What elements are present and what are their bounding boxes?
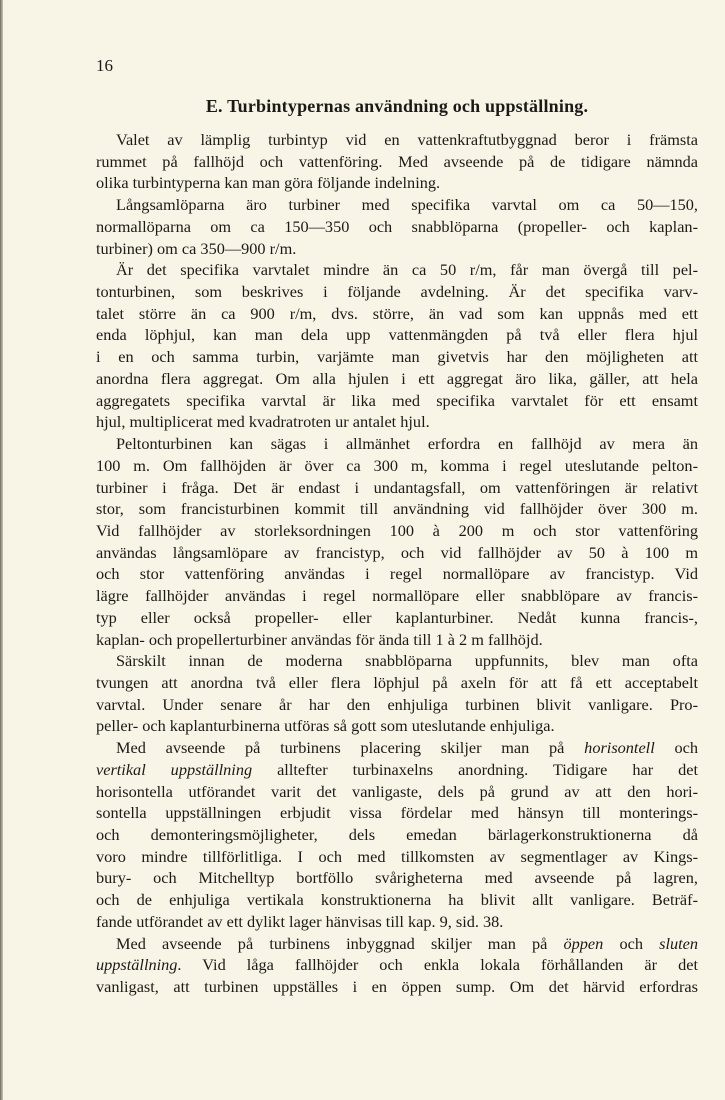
paragraph <box>96 194 698 259</box>
italic-term: sluten <box>659 933 698 953</box>
text-line: talet större än ca 900 r/m, dvs. större, än vad som kan uppnås med ett <box>96 303 698 323</box>
text-line: horisontella utförandet varit det vanligaste, dels på grund av att den hori- <box>96 781 698 801</box>
text-line: och demonteringsmöjligheter, dels emedan bärlagerkonstruktionerna då <box>96 825 698 844</box>
page-edge <box>0 0 3 1100</box>
paragraph <box>96 129 698 194</box>
text-line: typ eller också propeller- eller kaplanturbiner. Nedåt kunna francis-, <box>96 607 698 627</box>
text-line: hjul, multiplicerat med kvadratroten ur antalet hjul. <box>96 412 430 432</box>
italic-term: öppen <box>563 933 604 953</box>
text-line: aggregatets specifika varvtal är lika med specifika varvtalet för ett ensamt <box>96 390 698 410</box>
text-line: Vid fallhöjder av storleksordningen 100 à 200 m och stor vattenföring <box>96 520 698 540</box>
text-line: voro mindre tillförlitliga. I och med tillkomsten av segmentlager av Kings- <box>96 846 698 866</box>
italic-term: uppställning <box>96 955 178 975</box>
text-line: sontella uppställningen erbjudit vissa fördelar med hänsyn till monterings- <box>96 803 698 823</box>
text-line: Valet av lämplig turbintyp vid en vattenkraftutbyggnad beror i främsta <box>116 130 698 149</box>
text-line: användas långsamlöpare av francistyp, och vid fallhöjder av 50 à 100 m <box>96 542 698 562</box>
paragraph <box>96 737 698 932</box>
text-line: turbiner) om ca 350—900 r/m. <box>96 238 297 258</box>
text-line: stor, som francisturbinen kommit till användning vid fallhöjder över 300 m. <box>96 499 698 519</box>
text-line: anordna flera aggregat. Om alla hjulen i ett aggregat äro lika, gäller, att hela <box>96 368 698 388</box>
text-line: olika turbintyperna kan man göra följande indelning. <box>96 173 441 193</box>
text-line: enda löphjul, kan man dela upp vattenmängden på två eller flera hjul <box>96 325 698 345</box>
section-heading: E. Turbintypernas användning och uppställning. <box>205 96 589 116</box>
paragraph <box>96 650 698 737</box>
text-line: i en och samma turbin, varjämte man givetvis har den möjligheten att <box>96 347 698 367</box>
text-run: och <box>603 933 660 953</box>
text-run: alltefter turbinaxelns anordning. Tidigare har det <box>252 759 698 779</box>
text-line <box>96 933 698 955</box>
text-run: . Vid låga fallhöjder och enkla lokala förhållanden är det <box>177 955 698 975</box>
text-line: och de enhjuliga vertikala konstruktionerna ha blivit allt vanligare. Beträf- <box>96 890 698 910</box>
paragraph <box>96 259 698 433</box>
text-run: och <box>654 738 698 758</box>
text-line <box>96 759 698 781</box>
text-line: Långsamlöparna äro turbiner med specifika varvtal om ca 50—150, <box>116 195 698 215</box>
text-line: turbiner i fråga. Det är endast i undantagsfall, om vattenföringen är relativt <box>96 477 698 497</box>
text-line: peller- och kaplanturbinerna utföras så gott som uteslutande enhjuliga. <box>96 716 555 736</box>
text-line: tvungen att anordna två eller flera löphjul på axeln för att få ett acceptabelt <box>96 672 698 692</box>
text-line: och stor vattenföring användas i regel normallöpare av francistyp. Vid <box>96 564 698 584</box>
paragraph <box>96 933 698 998</box>
body-text <box>96 129 698 998</box>
text-line: Är det specifika varvtalet mindre än ca 50 r/m, får man övergå till pel- <box>116 260 698 280</box>
text-line: kaplan- och propellerturbiner användas för ända till 1 à 2 m fallhöjd. <box>96 629 543 649</box>
text-line: normallöparna om ca 150—350 och snabblöparna (propeller- och kaplan- <box>96 216 698 236</box>
text-run: Med avseende på turbinens inbyggnad skiljer man på <box>116 933 564 953</box>
paragraph <box>96 433 698 650</box>
text-line: vanligast, att turbinen uppställes i en öppen sump. Om det härvid erfordras <box>96 977 698 997</box>
text-line: Peltonturbinen kan sägas i allmänhet erfordra en fallhöjd av mera än <box>116 434 698 454</box>
page-number: 16 <box>96 56 113 75</box>
text-line: Särskilt innan de moderna snabblöparna uppfunnits, blev man ofta <box>116 651 698 671</box>
text-line <box>96 954 698 976</box>
text-line <box>96 737 698 759</box>
text-line: fande utförandet av ett dylikt lager hänvisas till kap. 9, sid. 38. <box>96 911 504 931</box>
text-line: bury- och Mitchelltyp bortföllo svårigheterna med avseende på lagren, <box>96 868 698 888</box>
text-line: varvtal. Under senare år har den enhjuliga turbinen blivit vanligare. Pro- <box>96 694 698 714</box>
italic-term: vertikal uppställning <box>96 759 253 779</box>
italic-term: horisontell <box>584 738 655 758</box>
text-line: 100 m. Om fallhöjden är över ca 300 m, komma i regel uteslutande pelton- <box>96 455 698 475</box>
text-line: lägre fallhöjder användas i regel normallöpare eller snabblöpare av francis- <box>96 586 698 606</box>
text-line: rummet på fallhöjd och vattenföring. Med avseende på de tidigare nämnda <box>96 151 698 171</box>
text-run: Med avseende på turbinens placering skiljer man på <box>116 738 585 758</box>
text-line: tonturbinen, som beskrives i följande avdelning. Är det specifika varv- <box>96 282 698 302</box>
